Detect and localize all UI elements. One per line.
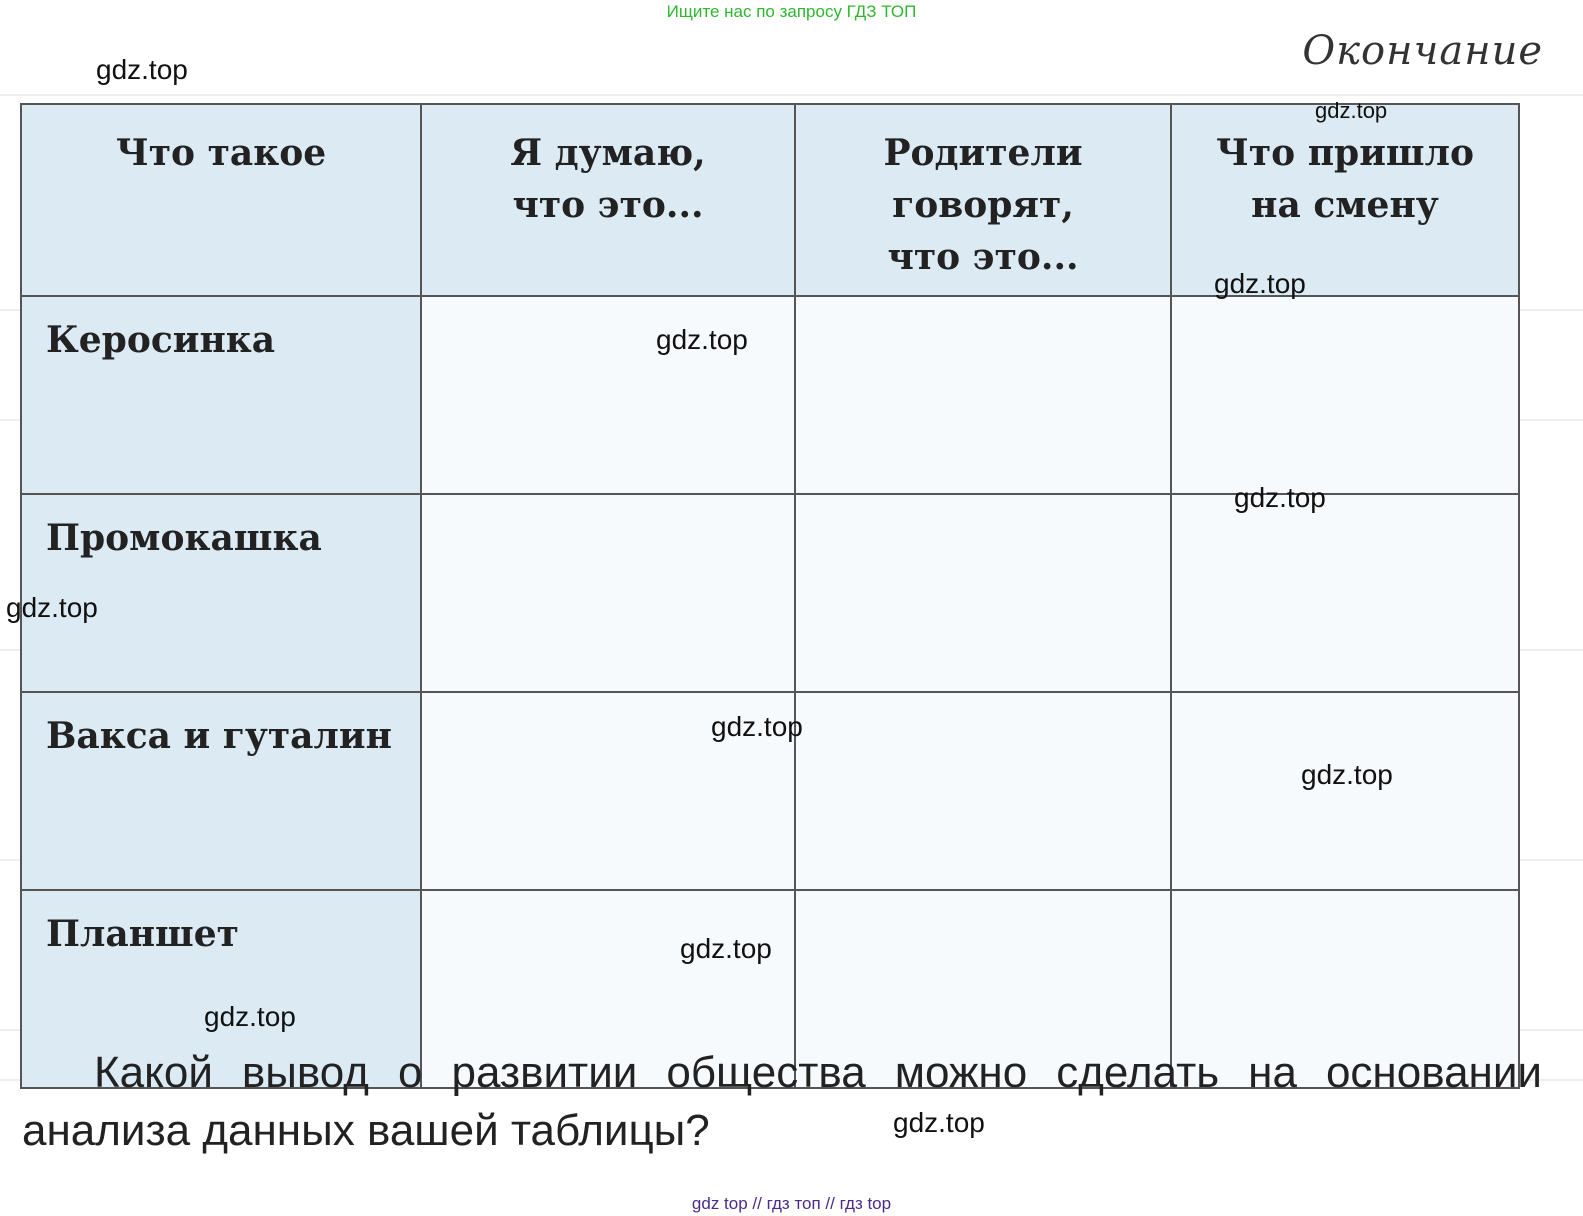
watermark: gdz.top <box>1214 268 1306 299</box>
row-label: Вакса и гуталин <box>21 692 421 890</box>
header-cell-what-is <box>21 104 421 296</box>
watermark: gdz.top <box>204 1001 296 1032</box>
watermark: gdz.top <box>6 592 98 623</box>
bottom-links[interactable]: gdz top // гдз топ // гдз top <box>691 1194 892 1213</box>
answer-cell[interactable] <box>795 296 1171 494</box>
watermark: gdz.top <box>680 933 772 964</box>
row-label: Керосинка <box>21 296 421 494</box>
header-label: Что такое <box>115 132 327 174</box>
table-row <box>21 296 1519 494</box>
top-banner: Ищите нас по запросу ГДЗ ТОП <box>666 2 917 21</box>
table-row <box>21 494 1519 692</box>
answer-cell[interactable] <box>795 692 1171 890</box>
continuation-label: Окончание <box>1302 28 1543 74</box>
header-label: Я думаю, что это... <box>510 132 706 226</box>
question-text: Какой вывод о развитии общества можно сделать на основании анализа данных вашей таблицы? <box>22 1048 1542 1155</box>
header-cell-parents-say <box>795 104 1171 296</box>
watermark: gdz.top <box>893 1107 985 1138</box>
watermark: gdz.top <box>1301 759 1393 790</box>
watermark: gdz.top <box>711 711 803 742</box>
watermark: gdz.top <box>96 54 188 85</box>
row-label: Промокашка <box>21 494 421 692</box>
answer-cell[interactable] <box>1171 494 1519 692</box>
header-cell-i-think <box>421 104 795 296</box>
answer-cell[interactable] <box>1171 296 1519 494</box>
header-label: Что пришло на смену <box>1215 132 1475 226</box>
answer-cell[interactable] <box>421 494 795 692</box>
watermark: gdz.top <box>1234 482 1326 513</box>
watermark: gdz.top <box>1315 98 1388 123</box>
answer-cell[interactable] <box>1171 692 1519 890</box>
header-label: Родители говорят, что это... <box>883 132 1083 278</box>
row-label: Планшет <box>21 890 421 1088</box>
watermark: gdz.top <box>656 324 748 355</box>
answer-cell[interactable] <box>795 494 1171 692</box>
